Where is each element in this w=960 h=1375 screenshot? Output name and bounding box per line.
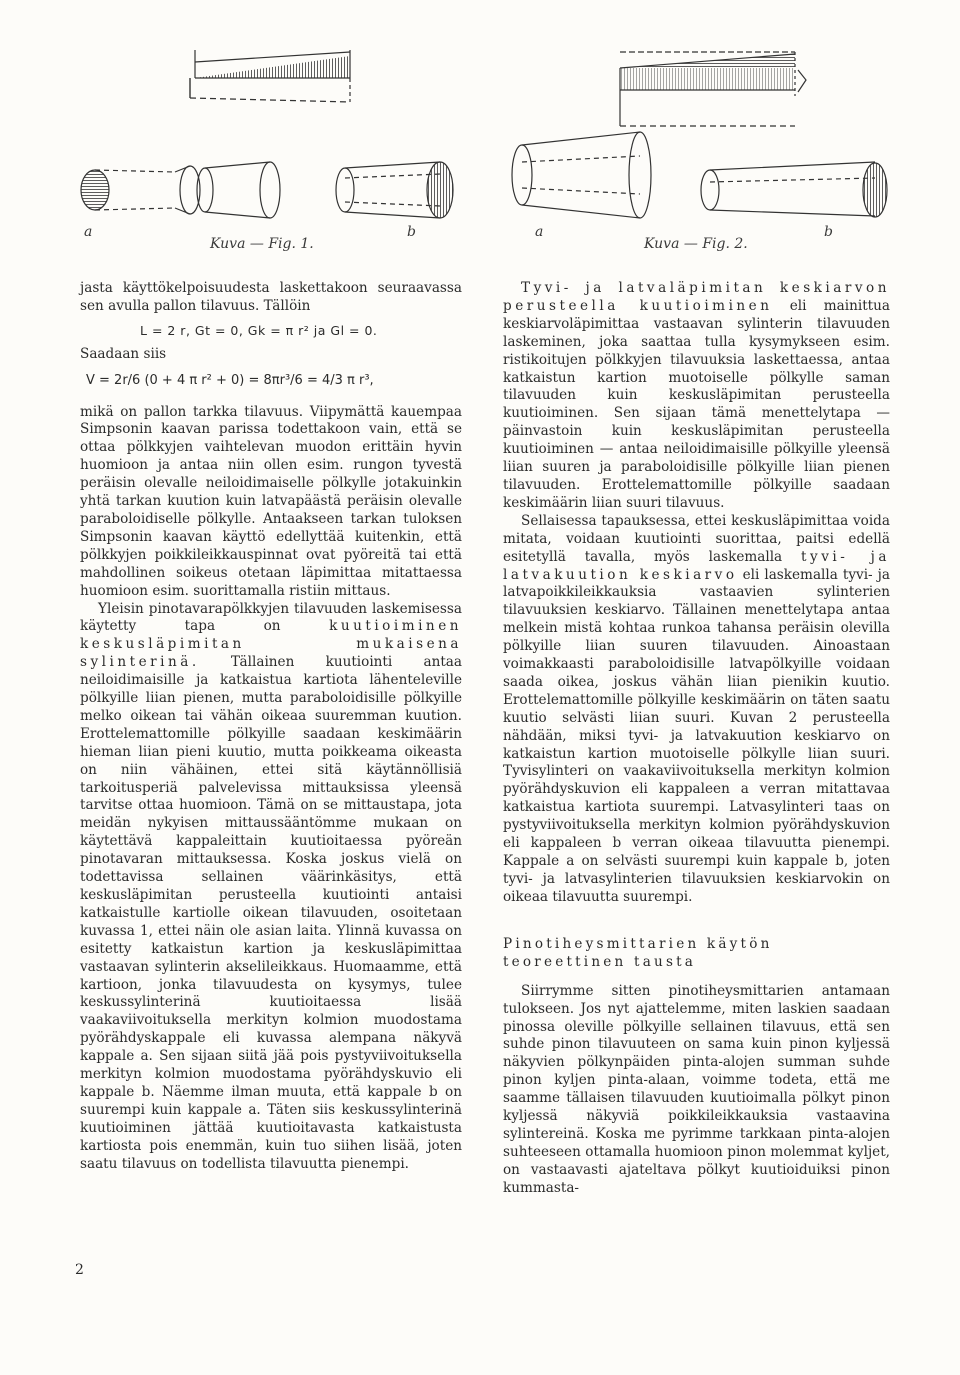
figure-1 (70, 50, 470, 220)
figure-1-drawing (70, 50, 470, 220)
right-p2-rest: eli laskemalla tyvi- ja latvapoikkileikkauksia vastaavien sylinterien tilavuuksien keskiarvo. Tällainen menettelytapa antaa melkein mistä kohtaa runkoa tahansa peräisin olevilla pölkyille liian suuren tilavuuden. Ainoastaan voimakkaasti paraboloidisille latvapölkyille voidaan saada oikea, joskus vähän liian pienikin kuutio. Erottelemattomille pölkyille keskimäärin on täten saatu kuutio selvästi liian suuri. Kuvan 2 perusteella nähdään, miksi tyvi- ja latvakuution keskiarvo on katkaistun kartion muotoiselle pölkylle liian suuri. Tyvisylinteri on vaakaviivoituksella merkityn kolmion pyörähdyskuvion eli kappaleen a verran mitattavaa katkaistua kartiota suurempi. Latvasylinteri taas on pystyviivoituksella merkityn kolmion pyörähdyskuvion eli kappaleen b verran oikeaa tilavuutta pienempi. Kappale a on selvästi suurempi kuin kappale b, joten tyvi- ja latvasylinterien tilavuuksien keskiarvokin on oikeaa tilavuutta suurempi. (503, 566, 890, 905)
right-p1-rest: eli mainittua keskiarvoläpimittaa vastaavan sylinterin tilavuuden laskeminen, joka saattaa tulla kysymykseen esim. ristikoitujen pölkkyjen tilavuuksia laskettaessa, antaa katkaistun kartion muotoiselle pölkylle saman tilavuuden kuin keskusläpimitan perusteella kuutioiminen. Sen sijaan tämä menettelytapa — päinvastoin kuin keskusläpimitan perusteella kuutioiminen — antaa neiloidimaisille pölkyille yleensä liian suuren ja paraboloidisille pölkyille liian pienen tilavuuden. Erottelemattomille pölkyille saadaan keskimäärin liian suuri tilavuus. (503, 297, 890, 511)
fig2-caption: Kuva — Fig. 2. (644, 236, 748, 252)
right-p2-spaced: tyvi- ja latvakuution keskiarvo (503, 548, 891, 583)
left-p4-rest: Tällainen kuutiointi antaa neiloidimaisille ja katkaistua kartiota lähenteleville pölkyille liian pienen, mutta paraboloidisille pölkyille melko oikean tai vähän oikeaa suuremman kuution. Erottelemattomille pölkyille saadaan keskimäärin hieman liian pieni kuutio, mutta poikkeama oikeasta on niin vähäinen, ettei sitä käytännöllisiä tarkoitusperiä palvelevissa mittauksissa yleensä tarvitse ottaa huomioon. Tämä on se mittaustapa, jota meidän nykyisen mittaussääntömme mukaan on käytettävä kappaleittain kuutioitaessa pyöreän pinotavaran mittauksessa. Koska joskus vielä on todettavissa sellainen väärinkäsitys, että keskusläpimitan perusteella kuutiointi antaisi katkaistulle kartiolle oikean tilavuuden, osoitetaan kuvassa 1, ettei näin ole asian laita. Ylinnä kuvassa on esitetty katkaistun kartion ja keskusläpimittaa vastaavan sylinterin akselileikkaus. Huomaamme, että kartioon, jonka tilavuudesta on kysymys, tulee keskussylinterinä kuutioitaessa lisää vaakaviivoituksella merkityn kolmion muodostama pyörähdyskappale eli kuvassa alempana näkyvä kappale a. Sen sijaan siitä jää pois pystyviivoituksella merkityn kolmion muodostama pyörähdyskuvio eli kappale b. Näemme ilman muuta, että kappale b on suurempi kuin kappale a. Täten siis keskussylinterinä kuutioiminen jättää kuutioitavasta katkaistusta kartiosta pois enemmän, kuin tuo siihen lisää, joten saatu tilavuus on todellista tilavuutta pienempi. (80, 654, 462, 1172)
fig1-solids (81, 162, 453, 218)
right-p1-spaced: Tyvi- ja latvaläpimitan keskiarvon perusteella kuutioiminen (503, 280, 890, 314)
right-p2-start: Sellaisessa tapauksessa, ettei keskusläpimittaa voida mitata, voidaan kuutiointi suorittaa, paitsi edellä esitetyllä tavalla, myös laskemalla (503, 512, 890, 565)
left-paragraph-1: jasta käyttökelpoisuudesta laskettakoon seuraavassa sen avulla pallon tilavuus. Tällöin (80, 280, 462, 314)
right-column (503, 280, 890, 1198)
fig2-axial-section (620, 52, 806, 126)
right-paragraph-1 (503, 280, 890, 513)
left-p4-start: Yleisin pinotavarapölkkyjen tilavuuden laskemisessa käytetty tapa on (80, 600, 462, 635)
left-column (80, 280, 462, 1174)
left-paragraph-3: mikä on pallon tarkka tilavuus. Viipymättä kauempaa Simpsonin kaavan parissa todettakoon vain, että se ottaa pölkkyjen vaihtelevan muodon erittäin hyvin huomioon ja antaa niin ollen esim. rungon tyvestä peräisin olevalle neiloidimaiselle pölkylle jotakuinkin yhtä tarkan kuution kuin latvapäästä peräisin olevalle paraboloidiselle pölkylle. Antaakseen tarkan tuloksen Simpsonin kaavan käyttö edellyttää kuitenkin, että pölkkyjen poikkileikkauspinnat ovat pyöreitä tai että mahdollinen soikeus otetaan läpimittaa mitattaessa huomioon esim. suorittamalla ristiin mittaus. (80, 403, 462, 599)
left-paragraph-2: Saadaan siis (80, 345, 167, 362)
section-heading: Pinotiheysmittarien käytön teoreettinen tausta (503, 935, 773, 970)
fig1-label-a: a (84, 224, 93, 240)
fig2-label-a: a (535, 224, 544, 240)
equation-2: V = 2r/6 (0 + 4 π r² + 0) = 8πr³/6 = 4/3 π r³, (86, 372, 374, 388)
figure-2 (500, 50, 900, 225)
fig1-axial-section (190, 50, 350, 102)
fig2-label-b: b (824, 224, 833, 240)
left-paragraph-4 (80, 601, 462, 1174)
right-paragraph-2 (503, 513, 890, 907)
fig1-caption: Kuva — Fig. 1. (210, 236, 314, 252)
fig1-label-b: b (407, 224, 416, 240)
left-p4-spaced: kuutioiminen keskusläpimitan mukaisena sylinterinä. (80, 618, 462, 671)
figure-2-drawing (500, 50, 900, 225)
right-paragraph-3: Siirrymme sitten pinotiheysmittarien antamaan tulokseen. Jos nyt ajattelemme, miten laskien saadaan pinossa oleville pölkyille sellainen tilavuus, että sen suhde pinon tilavuuteen on sama kuin pinon kyljessä näkyvien pölkynpäiden pinta-alojen summan suhde pinon kyljen pinta-alaan, voimme todeta, että me saamme tällaisen tilavuuden kuutioimalla pölkyt pinon kyljessä näkyviä poikkileikkauksia vastaavina sylintereinä. Koska me pyrimme tarkkaan pinta-alojen suhteeseen ottamalla huomioon pinon molemmat kyljet, on vastaavasti ajateltava pölkyt kuutioiduiksi pinon kummasta- (503, 982, 890, 1196)
page-number: 2 (75, 1262, 84, 1278)
equation-1: L = 2 r, Gt = 0, Gk = π r² ja Gl = 0. (140, 322, 378, 338)
fig2-solids (512, 132, 887, 218)
